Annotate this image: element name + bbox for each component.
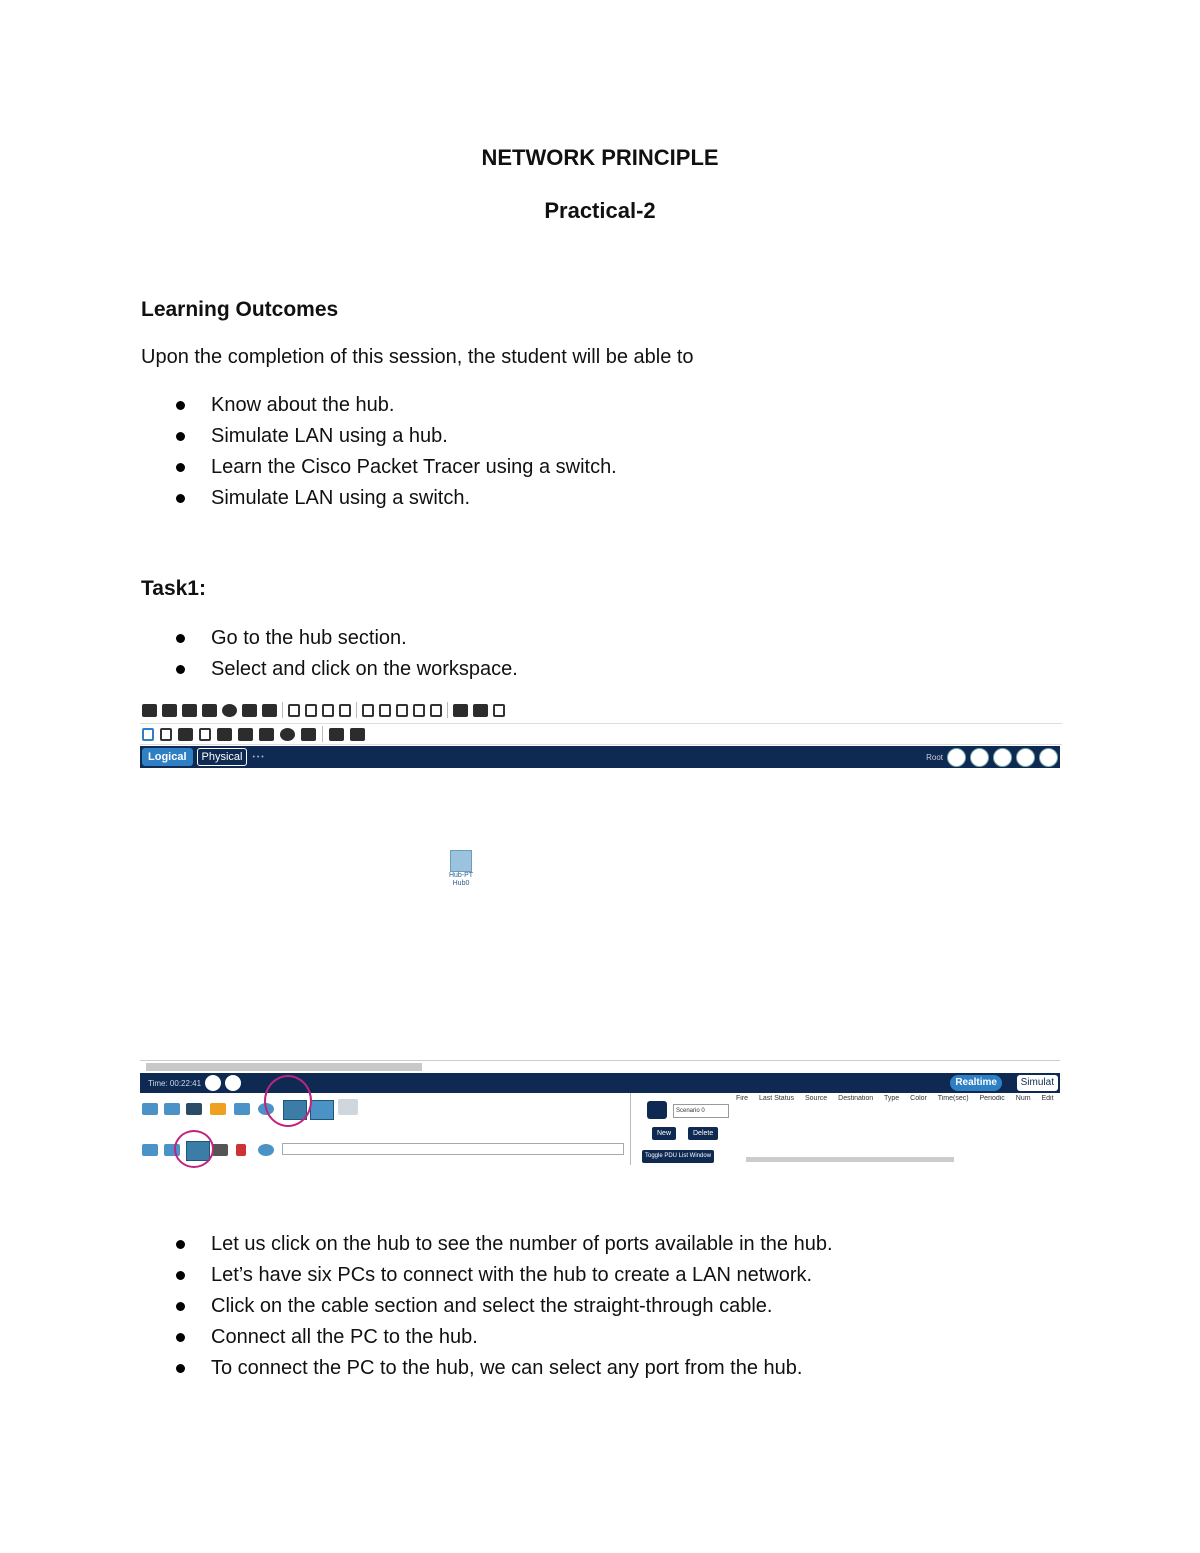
repeater-icon[interactable] xyxy=(310,1100,334,1120)
new-file-icon xyxy=(142,704,157,717)
security-icon[interactable] xyxy=(236,1144,246,1156)
draw-line-icon xyxy=(238,728,253,741)
print-icon xyxy=(202,704,217,717)
outcomes-list xyxy=(141,390,617,514)
new-button[interactable]: New xyxy=(652,1127,676,1140)
components-icon[interactable] xyxy=(186,1103,202,1115)
connections-icon[interactable] xyxy=(210,1103,226,1115)
pdu-table-header xyxy=(736,1095,1060,1109)
list-item: Go to the hub section. xyxy=(141,623,518,654)
network-devices-icon[interactable] xyxy=(142,1103,158,1115)
wan-emulation-icon[interactable] xyxy=(258,1144,274,1156)
column-header: Color xyxy=(910,1095,927,1102)
redo-icon xyxy=(339,704,351,717)
draw-ellipse-icon xyxy=(280,728,295,741)
scenario-block xyxy=(642,1097,732,1161)
draw-rectangle-icon xyxy=(259,728,274,741)
rectangle-icon xyxy=(413,704,425,717)
column-header: Source xyxy=(805,1095,828,1102)
packet-tracer-screenshot xyxy=(140,700,1060,1165)
delete-button[interactable]: Delete xyxy=(688,1127,718,1140)
hub-device-label: Hub-PT Hub0 xyxy=(448,872,474,887)
pdu-scrollbar[interactable] xyxy=(746,1157,954,1162)
horizontal-scrollbar[interactable] xyxy=(140,1060,1060,1073)
scenario-icon xyxy=(647,1101,667,1119)
select-icon xyxy=(142,728,154,741)
list-item: Let’s have six PCs to connect with the hub to create a LAN network. xyxy=(141,1260,833,1291)
logical-workspace[interactable] xyxy=(140,768,1060,1060)
misc-icon[interactable] xyxy=(234,1103,250,1115)
list-item: Select and click on the workspace. xyxy=(141,654,518,685)
divider xyxy=(447,702,448,718)
divider xyxy=(282,702,283,718)
list-item: Connect all the PC to the hub. xyxy=(141,1322,833,1353)
zoom-out-icon xyxy=(396,704,408,717)
task1-steps xyxy=(141,623,518,685)
open-folder-icon xyxy=(162,704,177,717)
column-header: Destination xyxy=(838,1095,874,1102)
path-text: • • • xyxy=(252,753,264,761)
zoom-in-icon xyxy=(362,704,374,717)
list-item: Know about the hub. xyxy=(141,390,617,421)
outcomes-intro: Upon the completion of this session, the student will be able to xyxy=(141,346,694,368)
list-item: Let us click on the hub to see the number of ports available in the hub. xyxy=(141,1229,833,1260)
list-item: Simulate LAN using a hub. xyxy=(141,421,617,452)
end-devices-icon[interactable] xyxy=(164,1103,180,1115)
fast-forward-icon[interactable] xyxy=(225,1075,241,1091)
device-panel xyxy=(140,1093,1060,1165)
scenario-select[interactable]: Scenario 0 xyxy=(673,1104,729,1118)
undo-icon xyxy=(322,704,334,717)
paste-icon xyxy=(305,704,317,717)
list-item: Click on the cable section and select the straight-through cable. xyxy=(141,1291,833,1322)
palette-icon xyxy=(430,704,442,717)
note-icon xyxy=(217,728,232,741)
realtime-button[interactable]: Realtime xyxy=(950,1075,1002,1091)
column-header: Num xyxy=(1015,1095,1031,1102)
hub-device-icon[interactable] xyxy=(450,850,472,872)
root-text: Root xyxy=(926,753,943,762)
tab-logical[interactable]: Logical xyxy=(142,748,193,766)
delete-icon xyxy=(178,728,193,741)
divider xyxy=(322,726,323,742)
toggle-pdu-button[interactable]: Toggle PDU List Window xyxy=(642,1150,714,1163)
device-list-scrollbar[interactable] xyxy=(282,1143,624,1155)
clock-icon[interactable] xyxy=(1039,748,1058,767)
column-header: Periodic xyxy=(979,1095,1005,1102)
column-header: Fire xyxy=(736,1095,749,1102)
column-header: Edit xyxy=(1041,1095,1054,1102)
wireless-icon[interactable] xyxy=(212,1144,228,1156)
ipc-icon xyxy=(473,704,488,717)
list-item: Learn the Cisco Packet Tracer using a switch. xyxy=(141,452,617,483)
task1-more-steps xyxy=(141,1229,833,1384)
resize-icon xyxy=(199,728,211,741)
time-label: Time: 00:22:41 xyxy=(148,1078,202,1088)
image-icon xyxy=(493,704,505,717)
tab-physical[interactable]: Physical xyxy=(197,748,248,766)
annotation-circle xyxy=(174,1130,214,1168)
coaxial-splitter-icon[interactable] xyxy=(338,1099,358,1115)
save-icon xyxy=(182,704,197,717)
task1-heading: Task1: xyxy=(141,577,206,600)
copy-icon xyxy=(288,704,300,717)
back-icon[interactable] xyxy=(947,748,966,767)
divider xyxy=(356,702,357,718)
router-icon[interactable] xyxy=(142,1144,158,1156)
complex-pdu-icon xyxy=(350,728,365,741)
power-cycle-icon[interactable] xyxy=(205,1075,221,1091)
column-header: Time(sec) xyxy=(937,1095,969,1102)
annotation-circle xyxy=(264,1075,312,1127)
simple-pdu-icon xyxy=(329,728,344,741)
workspace-navbar xyxy=(140,746,1060,768)
list-item: To connect the PC to the hub, we can select any port from the hub. xyxy=(141,1353,833,1384)
network-info-icon xyxy=(262,704,277,717)
main-toolbar xyxy=(140,700,1062,720)
document-title: NETWORK PRINCIPLE xyxy=(481,145,719,170)
column-header: Type xyxy=(884,1095,900,1102)
secondary-toolbar xyxy=(140,723,1062,745)
scrollbar-thumb[interactable] xyxy=(146,1063,422,1071)
navbar-controls xyxy=(926,748,1058,767)
freeform-icon xyxy=(301,728,316,741)
document-subtitle: Practical-2 xyxy=(544,198,656,223)
simulation-button[interactable]: Simulat xyxy=(1017,1075,1058,1091)
panel-divider xyxy=(630,1093,631,1165)
zoom-reset-icon xyxy=(379,704,391,717)
wizard-icon xyxy=(242,704,257,717)
list-item: Simulate LAN using a switch. xyxy=(141,483,617,514)
learning-outcomes-heading: Learning Outcomes xyxy=(141,298,339,321)
cloud-icon[interactable] xyxy=(970,748,989,767)
info-icon xyxy=(222,704,237,717)
users-icon[interactable] xyxy=(1016,748,1035,767)
inspect-icon xyxy=(160,728,172,741)
device-template-icon xyxy=(453,704,468,717)
viewport-icon[interactable] xyxy=(993,748,1012,767)
column-header: Last Status xyxy=(759,1095,795,1102)
